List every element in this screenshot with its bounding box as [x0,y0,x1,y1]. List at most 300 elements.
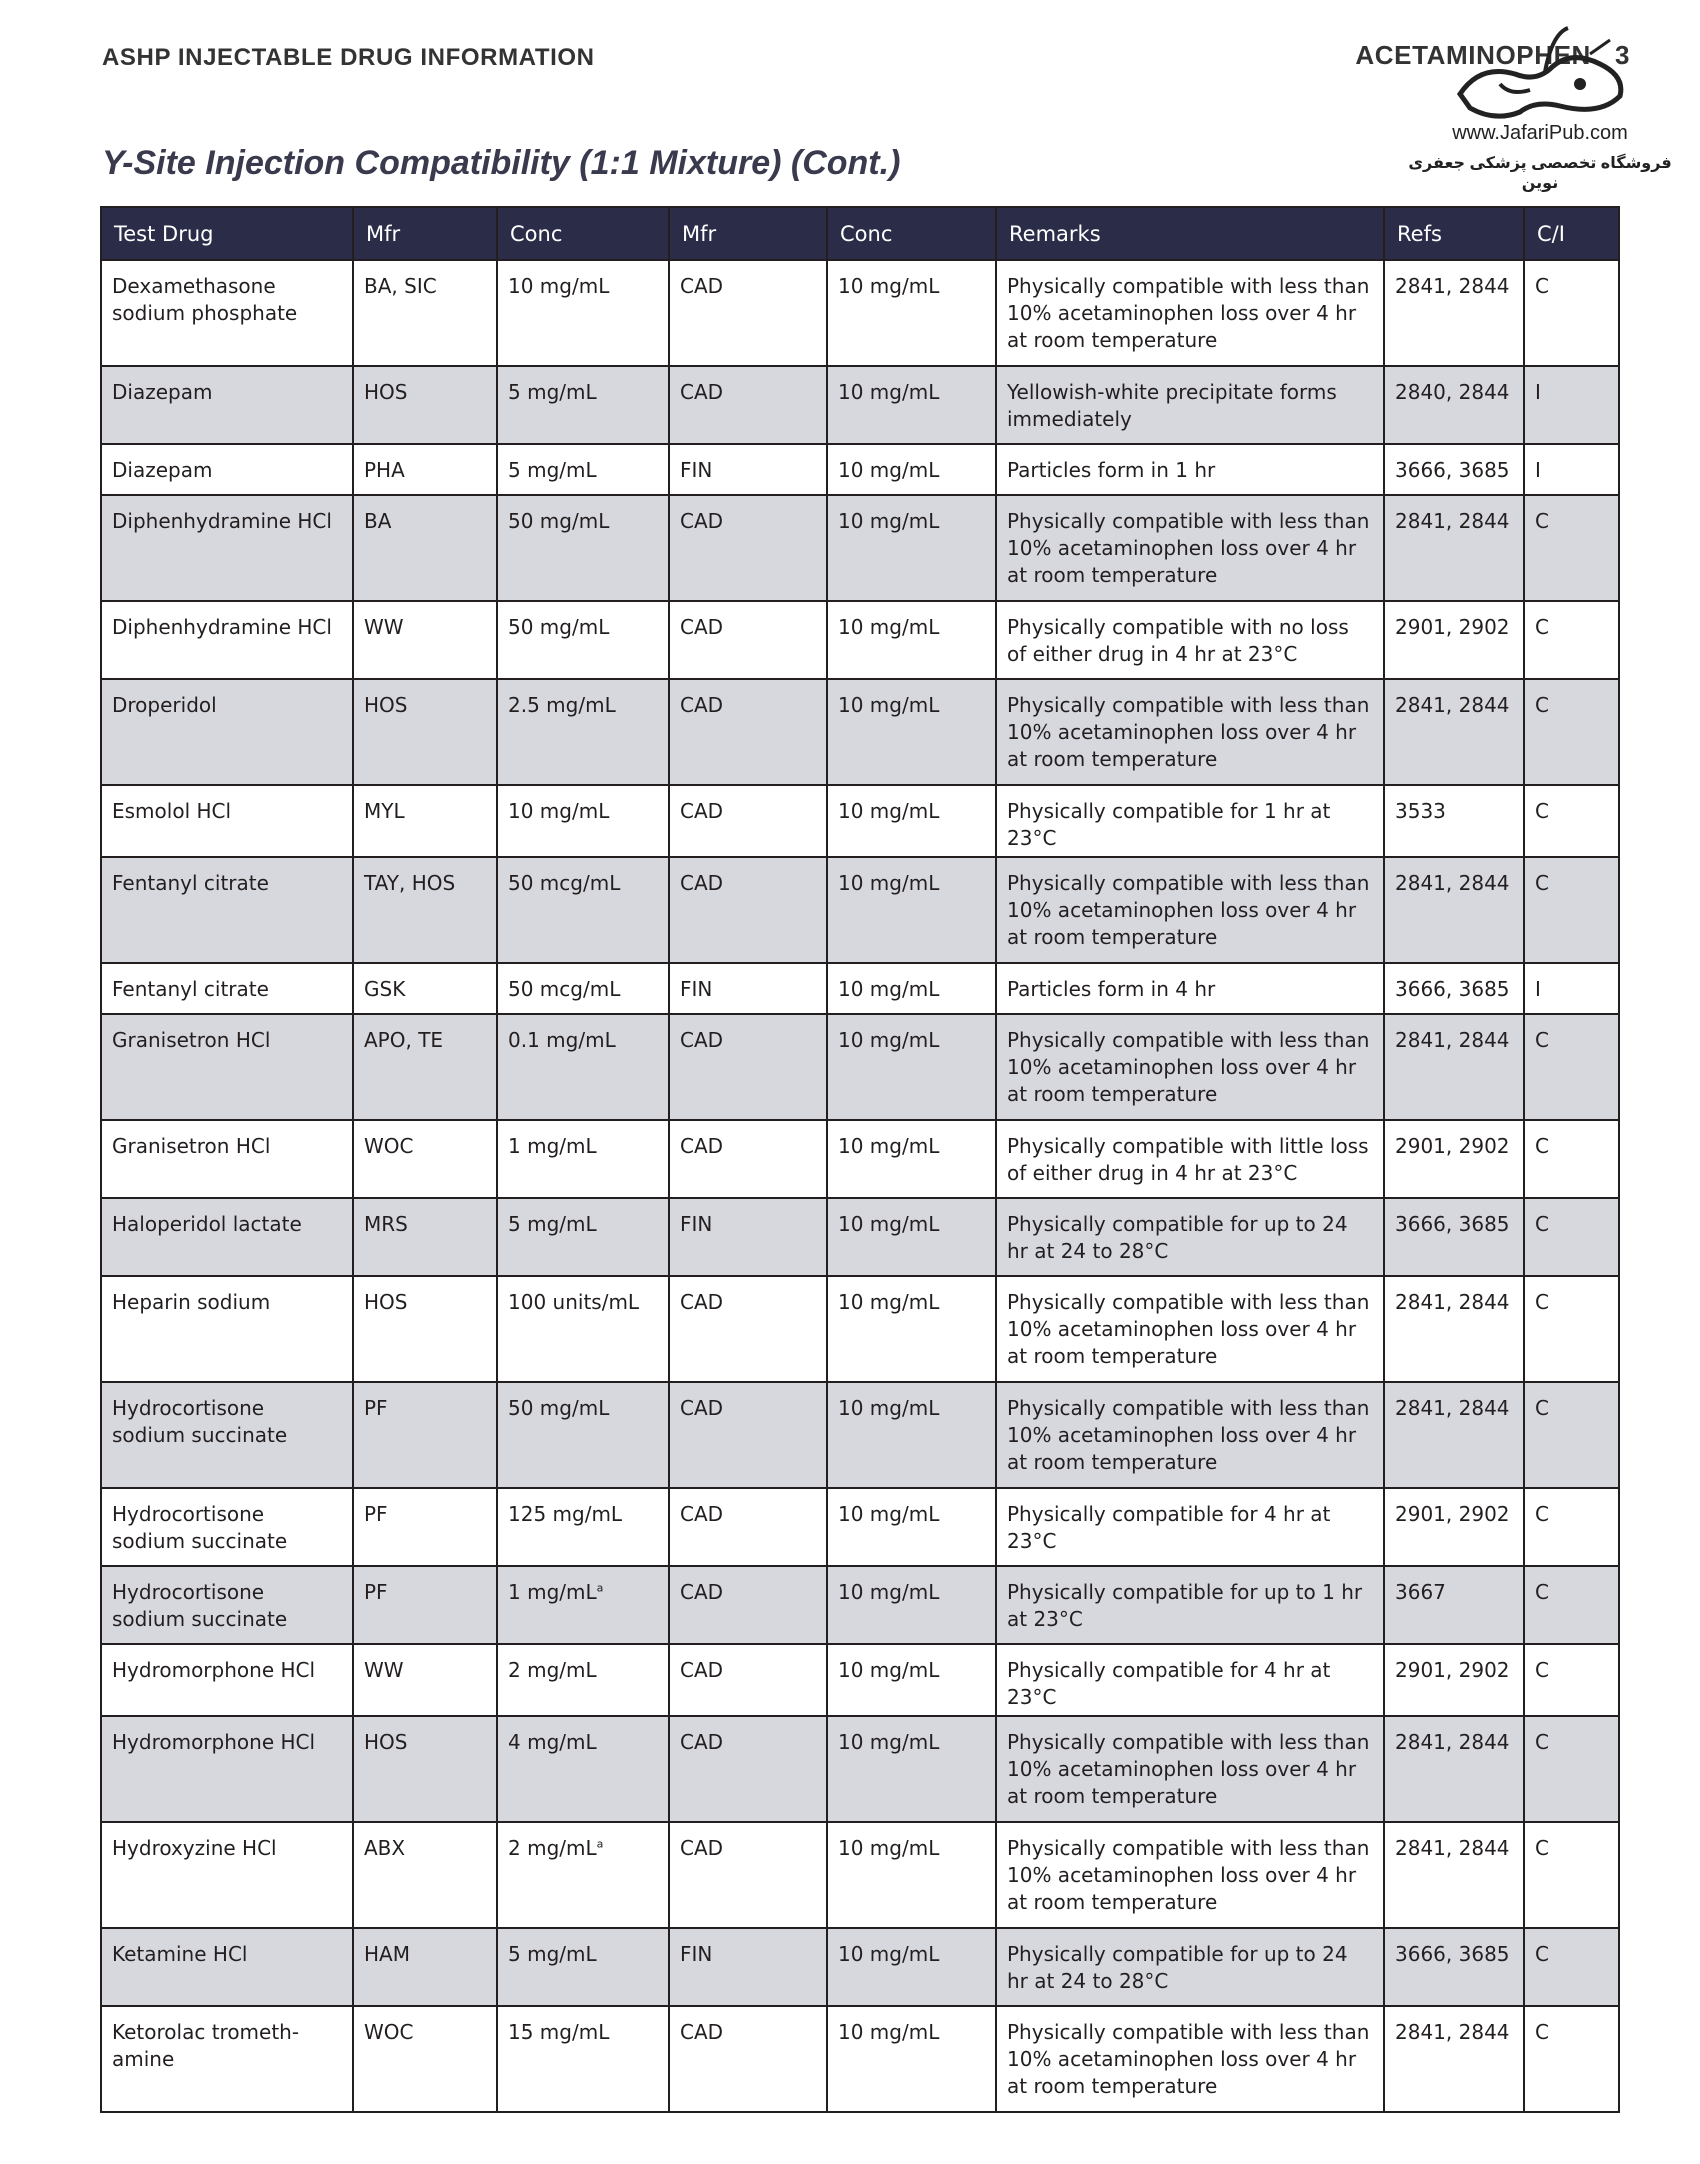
remarks-cell [996,1014,1384,1120]
acetaminophen-conc-cell [827,1928,996,2006]
column-header: Refs [1384,207,1524,260]
test-drug-conc-text: 5 mg/mL [508,380,597,404]
test-drug-conc-text: 50 mcg/mL [508,871,621,895]
remarks-text: Physically compatible for 4 hr at 23°C [1007,1658,1331,1709]
compatibility-cell [1524,963,1619,1014]
refs-cell [1384,1644,1524,1716]
test-drug-conc-text: 2 mg/mL [508,1658,597,1682]
compatibility-cell [1524,1488,1619,1566]
remarks-text: Physically compatible with no loss of either drug in 4 hr at 23°C [1007,615,1349,666]
test-drug-cell [101,601,353,679]
test-drug-conc-text: 50 mg/mL [508,1396,610,1420]
table-row [101,785,1619,857]
test-drug-conc-cell [497,1198,669,1276]
acetaminophen-conc-cell [827,1014,996,1120]
test-drug-conc-text: 50 mg/mL [508,615,610,639]
acetaminophen-mfr-cell [669,1120,827,1198]
acetaminophen-conc-text: 10 mg/mL [838,1836,940,1860]
test-drug-cell [101,857,353,963]
compatibility-text: C [1535,2020,1549,2044]
compatibility-cell [1524,1276,1619,1382]
test-drug-text: Fentanyl citrate [112,977,269,1001]
refs-cell [1384,963,1524,1014]
test-drug-conc-cell [497,963,669,1014]
test-drug-conc-cell [497,2006,669,2112]
remarks-text: Physically compatible with less than 10% acetaminophen loss over 4 hr at room temperature [1007,1028,1370,1106]
acetaminophen-mfr-cell [669,601,827,679]
acetaminophen-mfr-cell [669,963,827,1014]
compatibility-text: C [1535,1396,1549,1420]
refs-text: 3533 [1395,799,1446,823]
compatibility-text: C [1535,871,1549,895]
refs-text: 2901, 2902 [1395,1502,1510,1526]
test-drug-mfr-cell [353,1928,497,2006]
refs-cell [1384,857,1524,963]
refs-text: 3666, 3685 [1395,977,1510,1001]
compatibility-text: C [1535,1580,1549,1604]
table-row [101,1488,1619,1566]
table-row [101,1014,1619,1120]
refs-cell [1384,2006,1524,2112]
refs-cell [1384,1566,1524,1644]
test-drug-conc-cell [497,857,669,963]
acetaminophen-mfr-text: CAD [680,1730,724,1754]
refs-cell [1384,1198,1524,1276]
test-drug-text: Diphenhydramine HCl [112,509,332,533]
acetaminophen-conc-text: 10 mg/mL [838,2020,940,2044]
compatibility-text: C [1535,1028,1549,1052]
test-drug-conc-cell [497,679,669,785]
remarks-cell [996,1276,1384,1382]
compatibility-cell [1524,1566,1619,1644]
table-row [101,679,1619,785]
test-drug-conc-text: 5 mg/mL [508,1942,597,1966]
remarks-cell [996,1488,1384,1566]
compatibility-cell [1524,1822,1619,1928]
publisher-tagline: فروشگاه تخصصی پزشکی جعفری نوین [1408,155,1672,192]
remarks-text: Physically compatible with less than 10% acetaminophen loss over 4 hr at room temperature [1007,1730,1370,1808]
test-drug-text: Droperidol [112,693,217,717]
test-drug-mfr-text: MYL [364,799,405,823]
acetaminophen-conc-text: 10 mg/mL [838,1028,940,1052]
compatibility-text: I [1535,458,1541,482]
refs-text: 3666, 3685 [1395,1212,1510,1236]
table-row [101,1644,1619,1716]
remarks-text: Physically compatible with less than 10% acetaminophen loss over 4 hr at room temperature [1007,509,1370,587]
remarks-cell [996,1928,1384,2006]
remarks-cell [996,260,1384,366]
acetaminophen-mfr-cell [669,1928,827,2006]
acetaminophen-mfr-cell [669,1716,827,1822]
test-drug-conc-text: 2.5 mg/mL [508,693,616,717]
acetaminophen-mfr-cell [669,1644,827,1716]
acetaminophen-mfr-cell [669,2006,827,2112]
page-number: 3 [1614,40,1630,70]
refs-cell [1384,366,1524,444]
acetaminophen-mfr-cell [669,1566,827,1644]
acetaminophen-mfr-cell [669,366,827,444]
acetaminophen-conc-cell [827,679,996,785]
test-drug-conc-text: 50 mcg/mL [508,977,621,1001]
refs-text: 2841, 2844 [1395,509,1510,533]
compatibility-cell [1524,444,1619,495]
column-header: Mfr [669,207,827,260]
refs-text: 2841, 2844 [1395,871,1510,895]
acetaminophen-mfr-text: CAD [680,2020,724,2044]
test-drug-conc-cell [497,444,669,495]
refs-cell [1384,444,1524,495]
test-drug-mfr-text: HOS [364,1290,408,1314]
compatibility-text: C [1535,693,1549,717]
acetaminophen-mfr-text: FIN [680,1212,713,1236]
refs-cell [1384,1014,1524,1120]
acetaminophen-mfr-cell [669,1822,827,1928]
refs-text: 2841, 2844 [1395,274,1510,298]
table-row [101,1822,1619,1928]
table-body [101,260,1619,2112]
table-row [101,260,1619,366]
refs-text: 2841, 2844 [1395,1290,1510,1314]
column-header: Mfr [353,207,497,260]
compatibility-text: C [1535,1290,1549,1314]
table-row [101,444,1619,495]
acetaminophen-conc-cell [827,1276,996,1382]
test-drug-cell [101,1488,353,1566]
test-drug-conc-cell [497,785,669,857]
compatibility-cell [1524,1382,1619,1488]
test-drug-mfr-text: PF [364,1396,388,1420]
test-drug-mfr-cell [353,260,497,366]
acetaminophen-mfr-cell [669,1382,827,1488]
acetaminophen-conc-text: 10 mg/mL [838,693,940,717]
column-header: C/I [1524,207,1619,260]
test-drug-cell [101,366,353,444]
compatibility-cell [1524,260,1619,366]
acetaminophen-mfr-text: CAD [680,1836,724,1860]
remarks-cell [996,1716,1384,1822]
compatibility-text: C [1535,1836,1549,1860]
test-drug-cell [101,495,353,601]
acetaminophen-conc-text: 10 mg/mL [838,1942,940,1966]
test-drug-conc-cell [497,1382,669,1488]
refs-cell [1384,1382,1524,1488]
remarks-cell [996,495,1384,601]
test-drug-mfr-text: WOC [364,1134,414,1158]
test-drug-conc-text: 125 mg/mL [508,1502,623,1526]
remarks-text: Physically compatible with less than 10% acetaminophen loss over 4 hr at room temperature [1007,2020,1370,2098]
acetaminophen-conc-cell [827,1382,996,1488]
table-row [101,1120,1619,1198]
test-drug-mfr-text: ABX [364,1836,406,1860]
test-drug-cell [101,444,353,495]
refs-text: 2840, 2844 [1395,380,1510,404]
acetaminophen-conc-cell [827,1120,996,1198]
remarks-text: Physically compatible with less than 10% acetaminophen loss over 4 hr at room temperature [1007,1290,1370,1368]
refs-text: 2841, 2844 [1395,1836,1510,1860]
test-drug-text: Granisetron HCl [112,1134,271,1158]
test-drug-conc-cell [497,1276,669,1382]
column-header: Test Drug [101,207,353,260]
test-drug-conc-cell [497,1644,669,1716]
test-drug-cell [101,963,353,1014]
test-drug-cell [101,1716,353,1822]
test-drug-text: Hydrocortisone sodium succinate [112,1580,288,1631]
test-drug-conc-text: 10 mg/mL [508,799,610,823]
test-drug-cell [101,1644,353,1716]
refs-text: 2901, 2902 [1395,1134,1510,1158]
test-drug-conc-cell [497,495,669,601]
table-row [101,857,1619,963]
test-drug-text: Heparin sodium [112,1290,271,1314]
remarks-cell [996,444,1384,495]
remarks-text: Physically compatible for 1 hr at 23°C [1007,799,1331,850]
acetaminophen-conc-cell [827,366,996,444]
test-drug-mfr-cell [353,495,497,601]
remarks-text: Physically compatible with less than 10% acetaminophen loss over 4 hr at room temperature [1007,693,1370,771]
acetaminophen-mfr-text: CAD [680,1580,724,1604]
acetaminophen-conc-cell [827,1566,996,1644]
table-row [101,366,1619,444]
acetaminophen-mfr-cell [669,444,827,495]
remarks-cell [996,1120,1384,1198]
refs-text: 3666, 3685 [1395,458,1510,482]
table-row [101,2006,1619,2112]
test-drug-text: Fentanyl citrate [112,871,269,895]
table-row [101,1928,1619,2006]
refs-cell [1384,1716,1524,1822]
test-drug-conc-text: 100 units/mL [508,1290,640,1314]
test-drug-mfr-cell [353,1014,497,1120]
test-drug-mfr-text: PHA [364,458,405,482]
publisher-watermark [1395,24,1685,196]
acetaminophen-mfr-cell [669,679,827,785]
refs-cell [1384,601,1524,679]
test-drug-mfr-cell [353,963,497,1014]
acetaminophen-mfr-text: CAD [680,871,724,895]
refs-cell [1384,1488,1524,1566]
acetaminophen-conc-cell [827,1822,996,1928]
acetaminophen-conc-cell [827,601,996,679]
acetaminophen-mfr-text: CAD [680,799,724,823]
test-drug-text: Diphenhydramine HCl [112,615,332,639]
test-drug-text: Ketorolac trometh-amine [112,2020,300,2071]
test-drug-mfr-cell [353,1716,497,1822]
test-drug-mfr-cell [353,1198,497,1276]
compatibility-text: C [1535,1942,1549,1966]
test-drug-conc-text: 50 mg/mL [508,509,610,533]
remarks-text: Physically compatible for 4 hr at 23°C [1007,1502,1331,1553]
remarks-cell [996,601,1384,679]
acetaminophen-mfr-text: CAD [680,1028,724,1052]
remarks-text: Physically compatible for up to 24 hr at 24 to 28°C [1007,1212,1348,1263]
acetaminophen-mfr-cell [669,1014,827,1120]
refs-text: 2901, 2902 [1395,1658,1510,1682]
remarks-cell [996,857,1384,963]
compatibility-text: C [1535,1730,1549,1754]
remarks-cell [996,1822,1384,1928]
compatibility-text: C [1535,1212,1549,1236]
test-drug-conc-text: 5 mg/mL [508,1212,597,1236]
refs-cell [1384,495,1524,601]
acetaminophen-mfr-cell [669,1198,827,1276]
table-row [101,1198,1619,1276]
compatibility-text: C [1535,274,1549,298]
acetaminophen-mfr-text: CAD [680,1502,724,1526]
acetaminophen-mfr-text: CAD [680,1290,724,1314]
compatibility-text: C [1535,1658,1549,1682]
compatibility-cell [1524,1198,1619,1276]
acetaminophen-mfr-cell [669,1276,827,1382]
column-header: Conc [827,207,996,260]
table-row [101,601,1619,679]
refs-text: 2841, 2844 [1395,693,1510,717]
acetaminophen-mfr-text: FIN [680,977,713,1001]
test-drug-text: Hydromorphone HCl [112,1658,316,1682]
acetaminophen-conc-text: 10 mg/mL [838,1502,940,1526]
compatibility-cell [1524,857,1619,963]
test-drug-mfr-text: PF [364,1502,388,1526]
test-drug-mfr-text: TAY, HOS [364,871,456,895]
acetaminophen-conc-text: 10 mg/mL [838,1658,940,1682]
refs-text: 3666, 3685 [1395,1942,1510,1966]
test-drug-text: Diazepam [112,458,213,482]
acetaminophen-mfr-text: CAD [680,1134,724,1158]
refs-cell [1384,1276,1524,1382]
compatibility-cell [1524,1120,1619,1198]
test-drug-text: Hydrocortisone sodium succinate [112,1502,288,1553]
refs-text: 2841, 2844 [1395,1028,1510,1052]
test-drug-mfr-text: APO, TE [364,1028,444,1052]
test-drug-cell [101,679,353,785]
remarks-cell [996,785,1384,857]
remarks-cell [996,1198,1384,1276]
acetaminophen-conc-text: 10 mg/mL [838,274,940,298]
table-header-row [101,207,1619,260]
test-drug-conc-cell [497,601,669,679]
table-row [101,1276,1619,1382]
test-drug-conc-text: 1 mg/mL [508,1134,597,1158]
acetaminophen-mfr-text: FIN [680,458,713,482]
test-drug-mfr-cell [353,1822,497,1928]
remarks-cell [996,679,1384,785]
acetaminophen-conc-cell [827,785,996,857]
test-drug-text: Dexamethasone sodium phosphate [112,274,298,325]
acetaminophen-conc-text: 10 mg/mL [838,1396,940,1420]
test-drug-cell [101,2006,353,2112]
refs-text: 2901, 2902 [1395,615,1510,639]
acetaminophen-conc-cell [827,1644,996,1716]
acetaminophen-mfr-cell [669,495,827,601]
acetaminophen-conc-text: 10 mg/mL [838,799,940,823]
compatibility-cell [1524,1928,1619,2006]
refs-text: 3667 [1395,1580,1446,1604]
acetaminophen-conc-text: 10 mg/mL [838,380,940,404]
test-drug-mfr-cell [353,1566,497,1644]
compatibility-table [100,206,1620,2113]
compatibility-text: C [1535,1502,1549,1526]
acetaminophen-mfr-text: CAD [680,1658,724,1682]
refs-cell [1384,785,1524,857]
remarks-text: Physically compatible with less than 10% acetaminophen loss over 4 hr at room temperature [1007,274,1370,352]
acetaminophen-conc-cell [827,857,996,963]
remarks-text: Particles form in 4 hr [1007,977,1216,1001]
remarks-cell [996,1644,1384,1716]
test-drug-mfr-text: BA [364,509,392,533]
test-drug-conc-text: 15 mg/mL [508,2020,610,2044]
remarks-text: Physically compatible for up to 24 hr at 24 to 28°C [1007,1942,1348,1993]
test-drug-mfr-text: PF [364,1580,388,1604]
test-drug-mfr-cell [353,2006,497,2112]
remarks-text: Physically compatible for up to 1 hr at 23°C [1007,1580,1363,1631]
test-drug-cell [101,260,353,366]
acetaminophen-mfr-text: CAD [680,274,724,298]
test-drug-mfr-text: HAM [364,1942,410,1966]
test-drug-conc-cell [497,1822,669,1928]
table-row [101,1382,1619,1488]
table-row [101,1566,1619,1644]
publisher-logo-icon [1440,24,1640,124]
test-drug-mfr-text: GSK [364,977,406,1001]
compatibility-text: I [1535,977,1541,1001]
test-drug-mfr-cell [353,1120,497,1198]
test-drug-cell [101,1198,353,1276]
column-header: Conc [497,207,669,260]
test-drug-cell [101,1382,353,1488]
test-drug-mfr-cell [353,444,497,495]
acetaminophen-conc-text: 10 mg/mL [838,1580,940,1604]
test-drug-conc-text: 10 mg/mL [508,274,610,298]
test-drug-cell [101,1928,353,2006]
table-row [101,495,1619,601]
compatibility-text: C [1535,509,1549,533]
test-drug-mfr-text: WOC [364,2020,414,2044]
test-drug-conc-text: 4 mg/mL [508,1730,597,1754]
compatibility-text: C [1535,615,1549,639]
test-drug-mfr-cell [353,1644,497,1716]
acetaminophen-conc-cell [827,963,996,1014]
test-drug-text: Hydromorphone HCl [112,1730,316,1754]
acetaminophen-conc-cell [827,2006,996,2112]
test-drug-cell [101,1120,353,1198]
section-title: Y-Site Injection Compatibility (1:1 Mixture) (Cont.) [102,144,901,182]
acetaminophen-conc-text: 10 mg/mL [838,615,940,639]
refs-text: 2841, 2844 [1395,1730,1510,1754]
compatibility-cell [1524,1644,1619,1716]
test-drug-mfr-text: HOS [364,380,408,404]
refs-cell [1384,1928,1524,2006]
test-drug-conc-cell [497,1716,669,1822]
test-drug-text: Hydroxyzine HCl [112,1836,277,1860]
test-drug-mfr-cell [353,785,497,857]
test-drug-cell [101,1014,353,1120]
remarks-text: Physically compatible with less than 10% acetaminophen loss over 4 hr at room temperature [1007,1836,1370,1914]
test-drug-conc-cell [497,1566,669,1644]
remarks-cell [996,1382,1384,1488]
compatibility-cell [1524,785,1619,857]
test-drug-mfr-cell [353,1488,497,1566]
acetaminophen-mfr-text: CAD [680,1396,724,1420]
test-drug-mfr-text: WW [364,1658,404,1682]
test-drug-conc-cell [497,366,669,444]
acetaminophen-conc-cell [827,1716,996,1822]
remarks-cell [996,366,1384,444]
remarks-text: Physically compatible with little loss of either drug in 4 hr at 23°C [1007,1134,1369,1185]
table-row [101,963,1619,1014]
compatibility-cell [1524,679,1619,785]
footnote-marker: a [596,1837,604,1851]
test-drug-text: Granisetron HCl [112,1028,271,1052]
acetaminophen-conc-text: 10 mg/mL [838,977,940,1001]
